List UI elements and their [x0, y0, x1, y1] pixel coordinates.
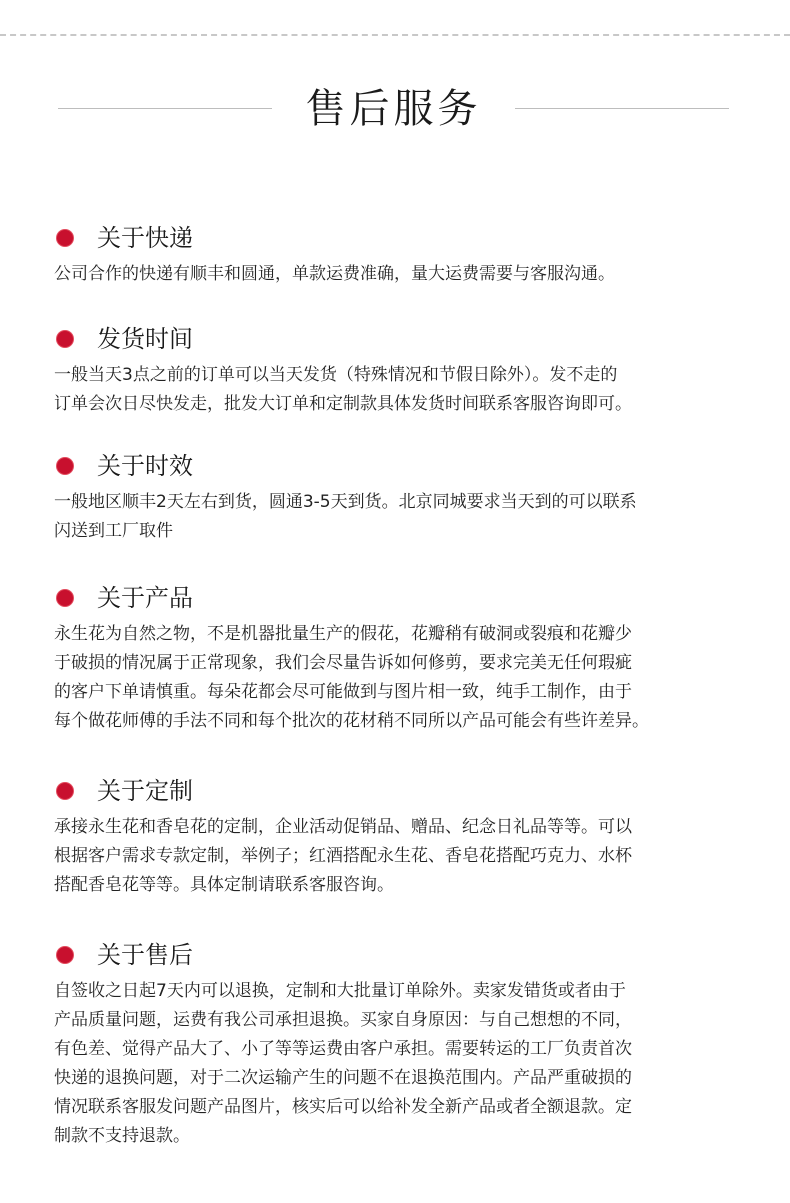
section-body: 自签收之日起7天内可以退换，定制和大批量订单除外。卖家发错货或者由于 产品质量问题，运费有我公司承担退换。买家自身原因：与自己想想的不同， 有色差、觉得产品大了、小了等等运费由客户承担。需要转运的工厂负责首次 快递的退换问题，对于二次运输产生的问题不在退换范围内。产品严重破损的 情况联系客服发问题产品图片，核实后可以给补发全新产品或者全额退款。定 制款不支持退款。 — [54, 981, 632, 1146]
top-dashed-divider — [0, 34, 790, 36]
section-header — [0, 446, 790, 486]
section-header — [0, 771, 790, 811]
section-header — [0, 319, 790, 359]
page-header — [0, 78, 790, 140]
section-header — [0, 218, 790, 258]
section-body: 承接永生花和香皂花的定制，企业活动促销品、赠品、纪念日礼品等等。可以 根据客户需求专款定制，举例子；红酒搭配永生花、香皂花搭配巧克力、水杯 搭配香皂花等等。具体定制请联系客服咨询。 — [54, 817, 632, 895]
section-title: 关于定制 — [97, 777, 193, 805]
section-title: 关于产品 — [97, 584, 193, 612]
section-header — [0, 935, 790, 975]
red-dot-bullet-icon — [57, 947, 73, 963]
title-right-rule — [515, 108, 729, 109]
section-header — [0, 578, 790, 618]
red-dot-bullet-icon — [57, 458, 73, 474]
section-body: 一般当天3点之前的订单可以当天发货（特殊情况和节假日除外）。发不走的 订单会次日尽快发走，批发大订单和定制款具体发货时间联系客服咨询即可。 — [54, 365, 632, 414]
title-left-rule — [58, 108, 272, 109]
section-shipping-time — [0, 319, 790, 419]
section-product — [0, 578, 790, 736]
section-customization — [0, 771, 790, 900]
section-title: 关于售后 — [97, 941, 193, 969]
section-delivery-time — [0, 446, 790, 546]
section-body: 一般地区顺丰2天左右到货，圆通3-5天到货。北京同城要求当天到的可以联系 闪送到工厂取件 — [54, 492, 637, 541]
red-dot-bullet-icon — [57, 331, 73, 347]
page-title: 售后服务 — [305, 86, 482, 132]
section-express — [0, 218, 790, 289]
section-after-sales — [0, 935, 790, 1151]
red-dot-bullet-icon — [57, 230, 73, 246]
section-title: 发货时间 — [97, 325, 193, 353]
section-title: 关于时效 — [97, 452, 193, 480]
section-title: 关于快递 — [97, 224, 193, 252]
red-dot-bullet-icon — [57, 783, 73, 799]
section-body: 永生花为自然之物，不是机器批量生产的假花，花瓣稍有破洞或裂痕和花瓣少 于破损的情况属于正常现象，我们会尽量告诉如何修剪，要求完美无任何瑕疵 的客户下单请慎重。每朵花都会尽可能做到与图片相一致，纯手工制作，由于 每个做花师傅的手法不同和每个批次的花材稍不同所以产品可能会有些许差异。 — [54, 624, 649, 731]
red-dot-bullet-icon — [57, 590, 73, 606]
section-body: 公司合作的快递有顺丰和圆通，单款运费准确，量大运费需要与客服沟通。 — [54, 264, 615, 284]
